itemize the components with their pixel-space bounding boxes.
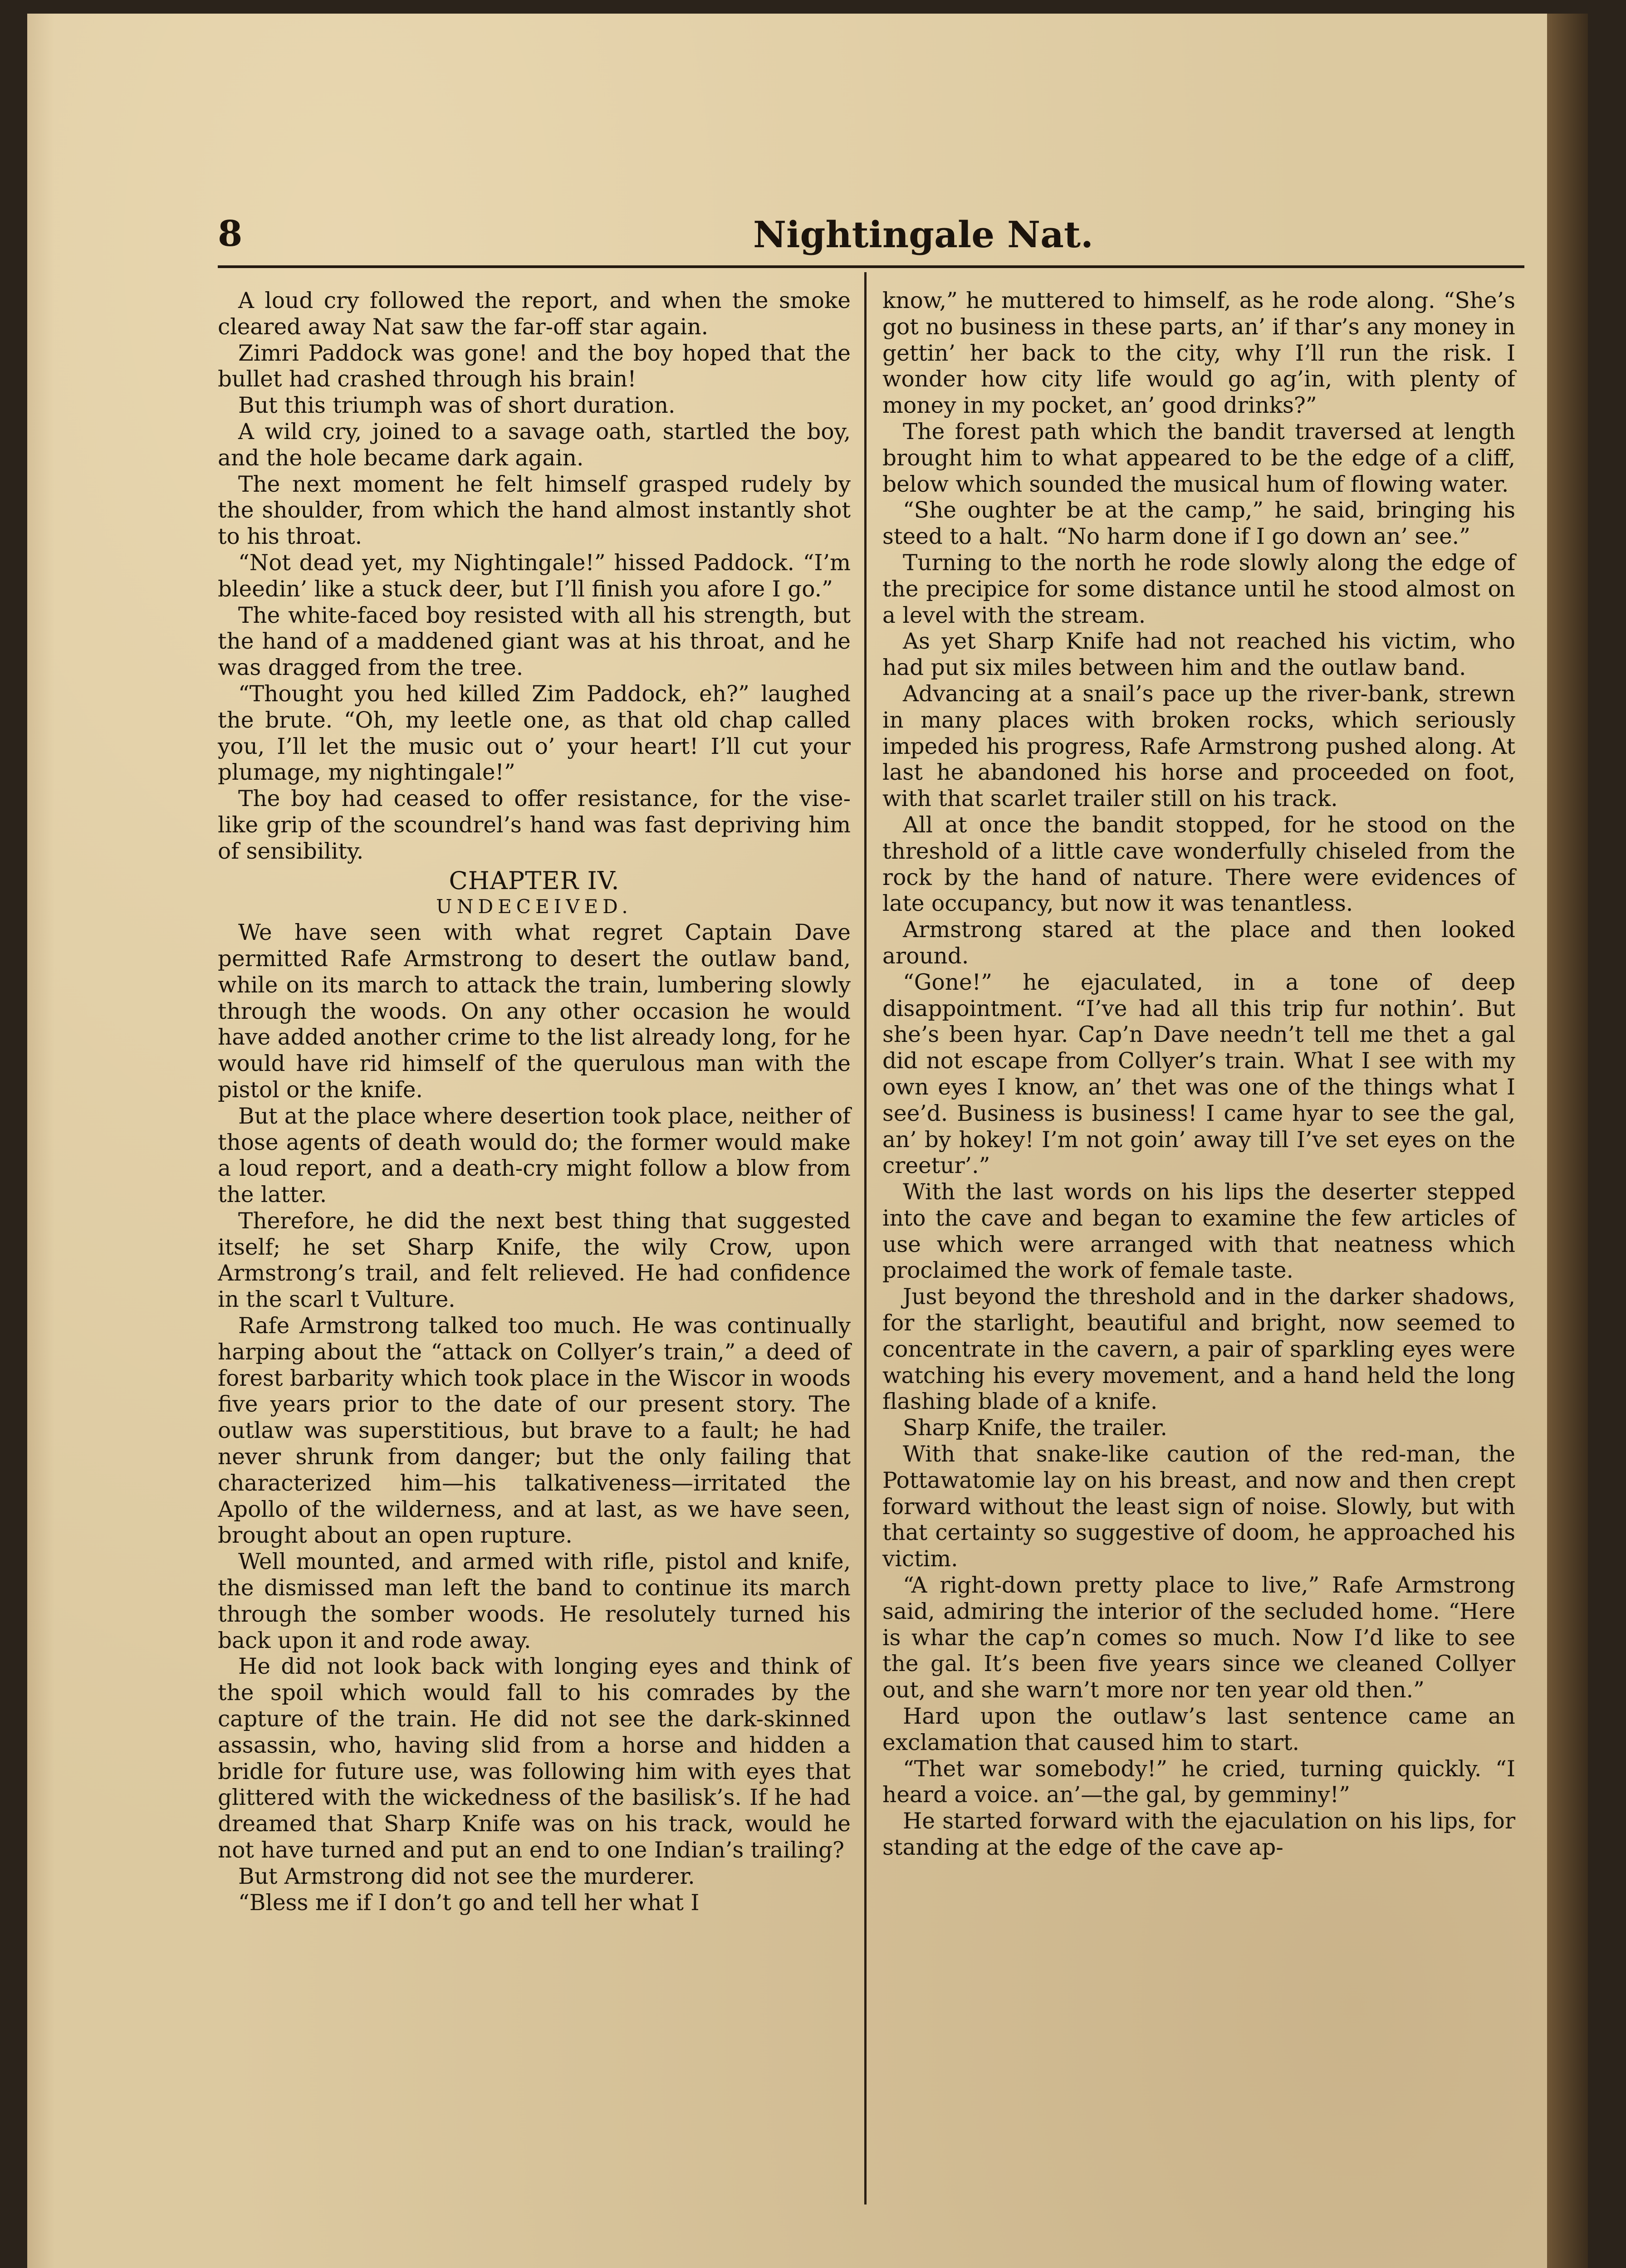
paragraph: Turning to the north he rode slowly along the edge of the precipice for some distance until he stood almost on a level with the stream. <box>882 550 1515 628</box>
paragraph: “A right-down pretty place to live,” Rafe Armstrong said, admiring the interior of the secluded home. “Here is whar the cap’n comes so much. Now I’d like to see the gal. It’s been five years since we cleaned Collyer out, and she warn’t more nor ten year old then.” <box>882 1573 1515 1703</box>
paragraph: Advancing at a snail’s pace up the river-bank, strewn in many places with broken rocks, which seriously impeded his progress, Rafe Armstrong pushed along. At last he abandoned his horse and proceeded on foot, with that scarlet trailer still on his track. <box>882 681 1515 812</box>
paragraph: The boy had ceased to offer resistance, for the vise-like grip of the scoundrel’s hand was fast depriving him of sensibility. <box>218 786 851 864</box>
paragraph: The forest path which the bandit traversed at length brought him to what appeared to be the edge of a cliff, below which sounded the musical hum of flowing water. <box>882 419 1515 497</box>
paragraph: “She oughter be at the camp,” he said, bringing his steed to a halt. “No harm done if I go down an’ see.” <box>882 498 1515 550</box>
paragraph: Zimri Paddock was gone! and the boy hoped that the bullet had crashed through his brain! <box>218 340 851 392</box>
paragraph: “Bless me if I don’t go and tell her what I <box>238 1890 700 1916</box>
paragraph: Rafe Armstrong talked too much. He was continually harping about the “attack on Collyer’s train,” a deed of forest barbarity which took place in the Wiscor in woods five years prior to the date of our present story. The outlaw was superstitious, but brave to a fault; he had never shrunk from danger; but the only failing that characterized him—his talkativeness—irritated the Apollo of the wilderness, and at last, as we have seen, brought about an open rupture. <box>218 1313 851 1549</box>
paragraph: He did not look back with longing eyes and think of the spoil which would fall to his comrades by the capture of the train. He did not see the dark-skinned assassin, who, having slid from a horse and hidden a bridle for future use, was following him with eyes that glittered with the wickedness of the basilisk’s. If he had dreamed that Sharp Knife was on his track, would he not have turned and put an end to one Indian’s trailing? <box>218 1654 851 1863</box>
paragraph: With that snake-like caution of the red-man, the Pottawatomie lay on his breast, and now and then crept forward without the least sign of noise. Slowly, but with that certainty so suggestive of doom, he approached his victim. <box>882 1442 1515 1572</box>
paragraph: Therefore, he did the next best thing that suggested itself; he set Sharp Knife, the wily Crow, upon Armstrong’s trail, and felt relieved. He had confidence in the scarl t Vulture. <box>218 1208 851 1313</box>
paragraph: Just beyond the threshold and in the darker shadows, for the starlight, beautiful and bright, now seemed to concentrate in the cavern, a pair of sparkling eyes were watching his every movement, and a hand held the long flashing blade of a knife. <box>882 1284 1515 1415</box>
page-number: 8 <box>218 213 243 254</box>
right-column <box>882 288 1515 1861</box>
paragraph: Sharp Knife, the trailer. <box>903 1415 1167 1441</box>
paragraph: Armstrong stared at the place and then looked around. <box>882 917 1515 969</box>
paragraph: He started forward with the ejaculation on his lips, for standing at the edge of the cave ap- <box>882 1809 1515 1861</box>
paragraph: “Gone!” he ejaculated, in a tone of deep disappointment. “I’ve had all this trip fur nothin’. But she’s been hyar. Cap’n Dave needn’t tell me thet a gal did not escape from Collyer’s train. What I see with my own eyes I know, an’ thet was one of the things what I see’d. Business is business! I came hyar to see the gal, an’ by hokey! I’m not goin’ away till I’ve set eyes on the creetur’.” <box>882 969 1515 1179</box>
paragraph: A wild cry, joined to a savage oath, startled the boy, and the hole became dark again. <box>218 419 851 471</box>
chapter-subtitle: UNDECEIVED. <box>436 895 632 918</box>
paragraph: The next moment he felt himself grasped rudely by the shoulder, from which the hand almost instantly shot to his throat. <box>218 471 851 550</box>
paragraph: With the last words on his lips the deserter stepped into the cave and began to examine the few articles of use which were arranged with that neatness which proclaimed the work of female taste. <box>882 1179 1515 1284</box>
paragraph: “Not dead yet, my Nightingale!” hissed Paddock. “I’m bleedin’ like a stuck deer, but I’ll finish you afore I go.” <box>218 550 851 602</box>
running-title: Nightingale Nat. <box>753 213 1093 256</box>
header-rule <box>218 265 1524 268</box>
page-header <box>218 213 1579 268</box>
paragraph: A loud cry followed the report, and when the smoke cleared away Nat saw the far-off star again. <box>218 288 851 340</box>
paragraph: The white-faced boy resisted with all his strength, but the hand of a maddened giant was at his throat, and he was dragged from the tree. <box>218 602 851 681</box>
paragraph: Well mounted, and armed with rifle, pistol and knife, the dismissed man left the band to continue its march through the somber woods. He resolutely turned his back upon it and rode away. <box>218 1549 851 1653</box>
paragraph: know,” he muttered to himself, as he rode along. “She’s got no business in these parts, an’ if thar’s any money in gettin’ her back to the city, why I’ll run the risk. I wonder how city life would go ag’in, with plenty of money in my pocket, an’ good drinks?” <box>882 288 1515 419</box>
paragraph: We have seen with what regret Captain Dave permitted Rafe Armstrong to desert the outlaw band, while on its march to attack the train, lumbering slowly through the woods. On any other occasion he would have added another crime to the list already long, for he would have rid himself of the querulous man with the pistol or the knife. <box>218 920 851 1103</box>
chapter-heading: CHAPTER IV. <box>449 866 620 895</box>
paragraph: Hard upon the outlaw’s last sentence came an exclamation that caused him to start. <box>882 1704 1515 1755</box>
left-column <box>218 288 851 1916</box>
paragraph: As yet Sharp Knife had not reached his victim, who had put six miles between him and the outlaw band. <box>882 629 1515 681</box>
column-divider <box>864 272 867 2204</box>
paragraph: All at once the bandit stopped, for he stood on the threshold of a little cave wonderfully chiseled from the rock by the hand of nature. There were evidences of late occupancy, but now it was tenantless. <box>882 812 1515 917</box>
paragraph: “Thet war somebody!” he cried, turning quickly. “I heard a voice. an’—the gal, by gemminy!” <box>882 1756 1515 1808</box>
paragraph: But at the place where desertion took place, neither of those agents of death would do; the former would make a loud report, and a death-cry might follow a blow from the latter. <box>218 1103 851 1208</box>
paragraph: “Thought you hed killed Zim Paddock, eh?” laughed the brute. “Oh, my leetle one, as that old chap called you, I’ll let the music out o’ your heart! I’ll cut your plumage, my nightingale!” <box>218 681 851 786</box>
paragraph: But Armstrong did not see the murderer. <box>238 1863 695 1889</box>
paragraph: But this triumph was of short duration. <box>238 393 676 419</box>
page-binding-edge <box>1547 14 1588 2268</box>
